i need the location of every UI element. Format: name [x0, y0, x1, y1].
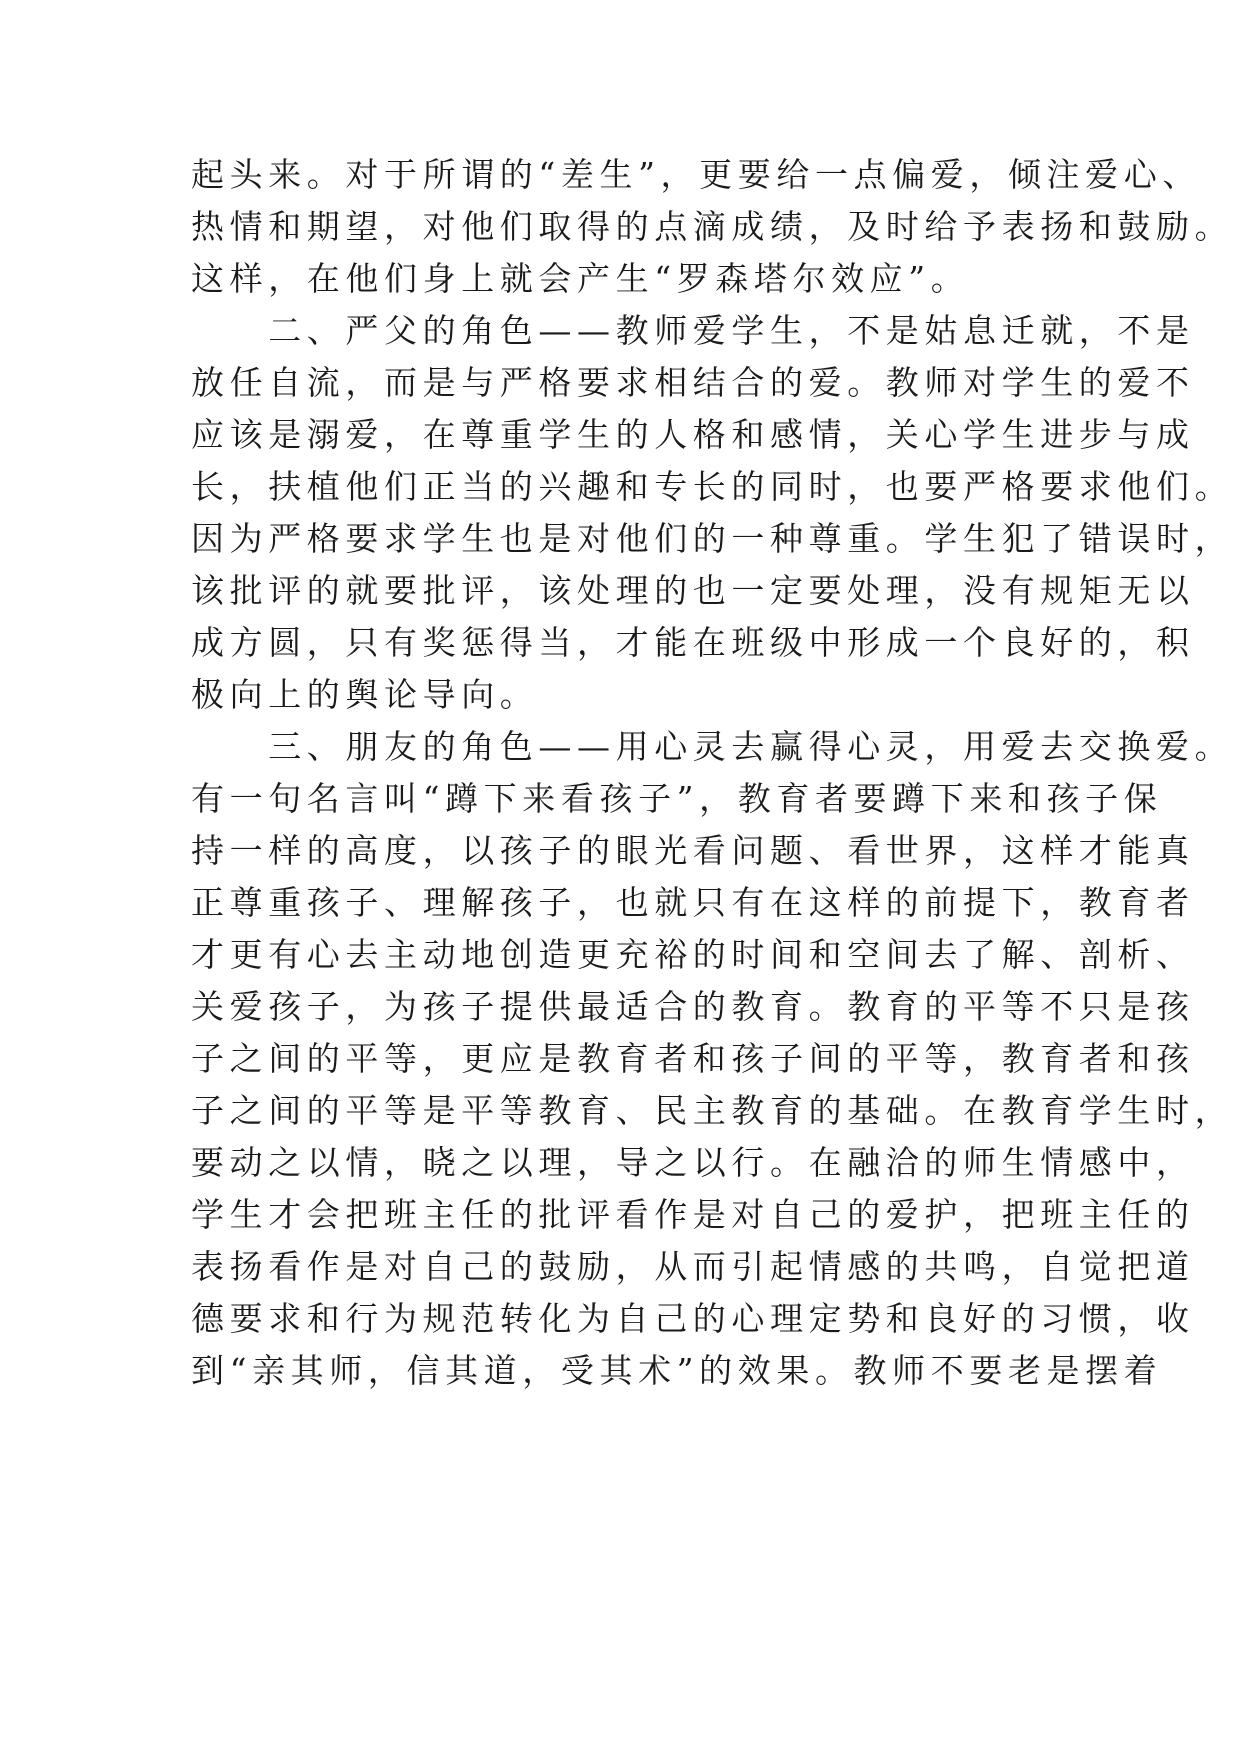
text-line: 起头来。对于所谓的“差生”，更要给一点偏爱，倾注爱心、: [191, 155, 1201, 194]
text-line: 持一样的高度，以孩子的眼光看问题、看世界，这样才能真: [191, 831, 1195, 870]
text-line: 关爱孩子，为孩子提供最适合的教育。教育的平等不只是孩: [191, 987, 1195, 1026]
text-line: 应该是溺爱，在尊重学生的人格和感情，关心学生进步与成: [191, 415, 1195, 454]
text-line: 有一句名言叫“蹲下来看孩子”，教育者要蹲下来和孩子保: [191, 779, 1163, 818]
text-line: 热情和期望，对他们取得的点滴成绩，及时给予表扬和鼓励。: [191, 207, 1234, 246]
text-line: 要动之以情，晓之以理，导之以行。在融洽的师生情感中，: [191, 1143, 1195, 1182]
text-line: 表扬看作是对自己的鼓励，从而引起情感的共鸣，自觉把道: [191, 1247, 1195, 1286]
text-line: 子之间的平等是平等教育、民主教育的基础。在教育学生时，: [191, 1091, 1234, 1130]
text-line: 正尊重孩子、理解孩子，也就只有在这样的前提下，教育者: [191, 883, 1195, 922]
body-text: [191, 149, 1234, 1397]
text-line: 三、朋友的角色——用心灵去赢得心灵，用爱去交换爱。: [191, 727, 1234, 766]
text-line: 放任自流，而是与严格要求相结合的爱。教师对学生的爱不: [191, 363, 1195, 402]
text-line: 德要求和行为规范转化为自己的心理定势和良好的习惯，收: [191, 1299, 1195, 1338]
text-line: 到“亲其师，信其道，受其术”的效果。教师不要老是摆着: [191, 1351, 1163, 1390]
text-line: 长，扶植他们正当的兴趣和专长的同时，也要严格要求他们。: [191, 467, 1234, 506]
text-line: 这样，在他们身上就会产生“罗森塔尔效应”。: [191, 259, 970, 298]
text-line: 因为严格要求学生也是对他们的一种尊重。学生犯了错误时，: [191, 519, 1234, 558]
text-line: 成方圆，只有奖惩得当，才能在班级中形成一个良好的，积: [191, 623, 1195, 662]
text-line: 才更有心去主动地创造更充裕的时间和空间去了解、剖析、: [191, 935, 1195, 974]
text-line: 子之间的平等，更应是教育者和孩子间的平等，教育者和孩: [191, 1039, 1195, 1078]
text-line: 二、严父的角色——教师爱学生，不是姑息迁就，不是: [191, 311, 1195, 350]
text-line: 极向上的舆论导向。: [191, 675, 539, 714]
text-line: 该批评的就要批评，该处理的也一定要处理，没有规矩无以: [191, 571, 1195, 610]
text-line: 学生才会把班主任的批评看作是对自己的爱护，把班主任的: [191, 1195, 1195, 1234]
